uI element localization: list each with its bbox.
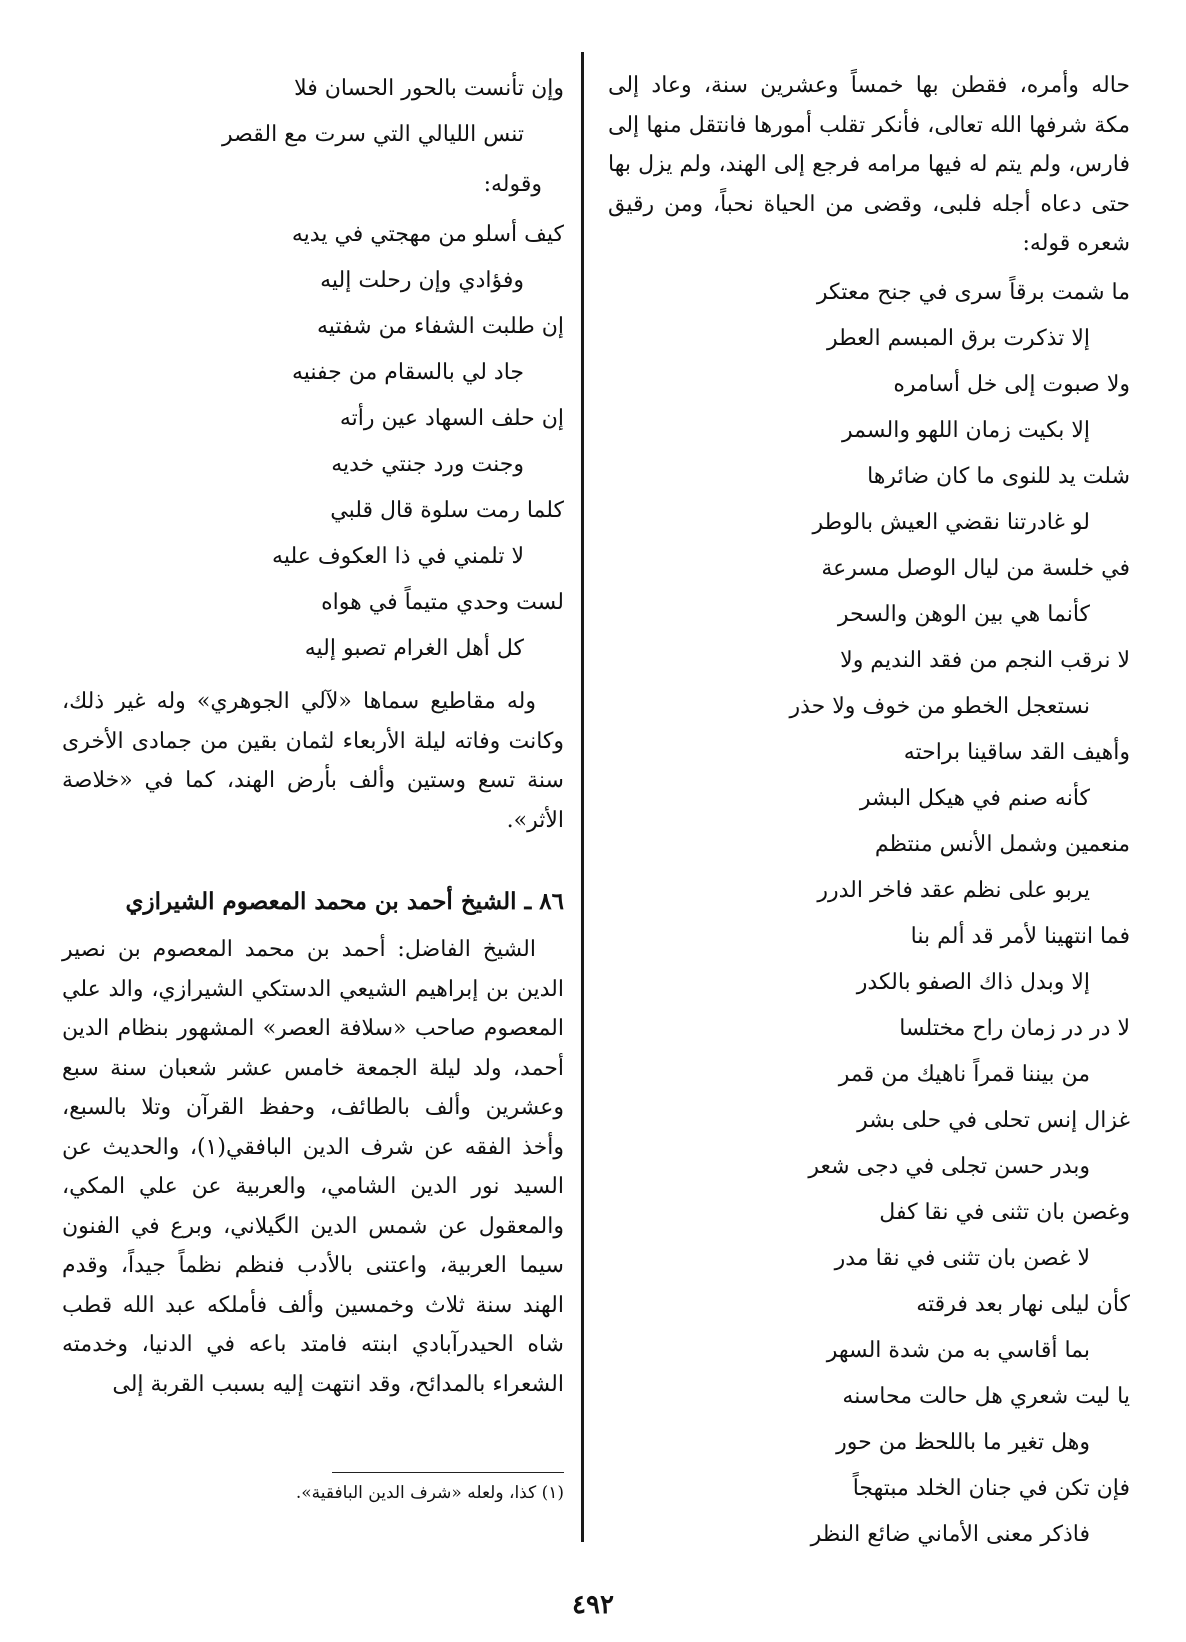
- verse-line: وجنت ورد جنتي خديه: [331, 452, 524, 477]
- poem-2: [62, 212, 564, 672]
- verse-line: فاذكر معنى الأماني ضائع النظر: [810, 1521, 1090, 1547]
- verse-line: وفؤادي وإن رحلت إليه: [320, 268, 524, 293]
- footnote: (١) كذا، ولعله «شرف الدين البافقية».: [295, 1483, 564, 1503]
- verse-line: كيف أسلو من مهجتي في يديه: [291, 222, 564, 247]
- verse-line: لو غادرتنا نقضي العيش بالوطر: [812, 509, 1090, 535]
- verse-line: ما شمت برقاً سرى في جنح معتكر: [816, 279, 1130, 305]
- poem-1: [608, 270, 1130, 1558]
- verse-line: كأن ليلى نهار بعد فرقته: [916, 1291, 1130, 1317]
- page-number: ٤٩٢: [572, 1590, 614, 1620]
- verse-line: كلما رمت سلوة قال قلبي: [330, 498, 564, 523]
- biography-paragraph: الشيخ الفاضل: أحمد بن محمد المعصوم بن نصير الدين بن إبراهيم الشيعي الدستكي الشيرازي، والد علي المعصوم صاحب «سلافة العصر» المشهور بنظام الدين أحمد، ولد ليلة الجمعة خامس عشر شعبان سنة سبع وعشرين وألف بالطائف، وحفظ القرآن وتلا بالسبع، وأخذ الفقه عن شرف الدين البافقي(١)، والحديث عن السيد نور الدين الشامي، والعربية عن علي المكي، والمعقول عن شمس الدين الگيلاني، وبرع في الفنون سيما العربية، واعتنى بالأدب فنظم نظماً جيداً، وقدم الهند سنة ثلاث وخمسين وألف فأملكه عبد الله قطب شاه الحيدرآبادي ابنته فامتد باعه في الدنيا، وخدمته الشعراء بالمدائح، وقد انتهت إليه بسبب القربة إلى: [62, 937, 564, 1397]
- verse-line: لا تلمني في ذا العكوف عليه: [272, 544, 524, 569]
- right-column: [608, 66, 1130, 1558]
- footnote-rule: [332, 1472, 564, 1473]
- column-divider: [581, 52, 584, 1542]
- verse-line: كل أهل الغرام تصبو إليه: [304, 636, 524, 661]
- left-column: [62, 66, 564, 1404]
- verse-line: كأنه صنم في هيكل البشر: [859, 785, 1090, 811]
- verse-line: منعمين وشمل الأنس منتظم: [874, 831, 1130, 857]
- verse-line: لست وحدي متيماً في هواه: [321, 590, 564, 615]
- verse-line: كأنما هي بين الوهن والسحر: [837, 601, 1090, 627]
- verse-line: فما انتهينا لأمر قد ألم بنا: [910, 923, 1130, 949]
- verse-line: بما أقاسي به من شدة السهر: [826, 1337, 1090, 1363]
- entry-heading: ٨٦ ـ الشيخ أحمد بن محمد المعصوم الشيرازي: [125, 888, 564, 915]
- verse-line: يربو على نظم عقد فاخر الدرر: [817, 877, 1090, 903]
- intro-paragraph: حاله وأمره، فقطن بها خمساً وعشرين سنة، وعاد إلى مكة شرفها الله تعالى، فأنكر تقلب أمورها فانتقل منها إلى فارس، ولم يتم له فيها مرامه فرجع إلى الهند، ولم يزل بها حتى دعاه أجله فلبى، وقضى من الحياة نحباً، ومن رقيق شعره قوله:: [608, 73, 1130, 256]
- verse-line: لا نرقب النجم من فقد النديم ولا: [840, 647, 1130, 673]
- verse-line: غزال إنس تحلى في حلى بشر: [857, 1107, 1130, 1133]
- verse-line: في خلسة من ليال الوصل مسرعة: [821, 555, 1130, 581]
- verse-line: وبدر حسن تجلى في دجى شعر: [808, 1153, 1090, 1179]
- poem-intro: وقوله:: [483, 172, 542, 197]
- verse-line: جاد لي بالسقام من جفنيه: [291, 360, 524, 385]
- verse-line: فإن تكن في جنان الخلد مبتهجاً: [852, 1475, 1130, 1501]
- verse-line: يا ليت شعري هل حالت محاسنه: [842, 1383, 1130, 1409]
- verse-line: إلا بكيت زمان اللهو والسمر: [842, 417, 1090, 443]
- verse-line: إن حلف السهاد عين رأته: [339, 406, 564, 431]
- closing-paragraph: وله مقاطيع سماها «لآلي الجوهري» وله غير ذلك، وكانت وفاته ليلة الأربعاء لثمان بقين من جمادى الأخرى سنة تسع وستين وألف بأرض الهند، كما في «خلاصة الأثر».: [62, 689, 564, 833]
- verse-line: إن طلبت الشفاء من شفتيه: [316, 314, 564, 339]
- verse-line: وغصن بان تثنى في نقا كفل: [879, 1199, 1130, 1225]
- verse-line: نستعجل الخطو من خوف ولا حذر: [789, 693, 1090, 719]
- verse-line: شلت يد للنوى ما كان ضائرها: [867, 463, 1130, 489]
- verse-line: لا در در زمان راح مختلسا: [899, 1015, 1130, 1041]
- verse-line: وأهيف القد ساقينا براحته: [903, 739, 1130, 765]
- verse-line: وإن تأنست بالحور الحسان فلا: [294, 76, 564, 101]
- verse-line: إلا تذكرت برق المبسم العطر: [826, 325, 1090, 351]
- verse-line: تنس الليالي التي سرت مع القصر: [222, 122, 524, 147]
- verse-line: إلا وبدل ذاك الصفو بالكدر: [856, 969, 1090, 995]
- poem-1-continued: [62, 66, 564, 158]
- verse-line: وهل تغير ما باللحظ من حور: [836, 1429, 1090, 1455]
- verse-line: ولا صبوت إلى خل أسامره: [893, 371, 1130, 397]
- verse-line: لا غصن بان تثنى في نقا مدر: [834, 1245, 1090, 1271]
- verse-line: من بيننا قمراً ناهيك من قمر: [838, 1061, 1090, 1087]
